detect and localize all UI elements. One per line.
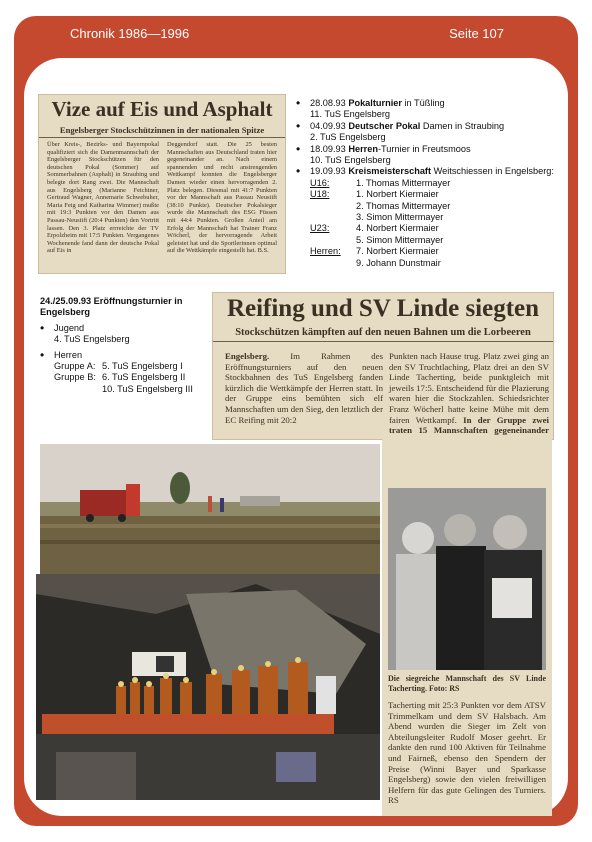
clipping-subhead: Stockschützen kämpften auf den neuen Bahnen um die Lorbeeren [213,327,553,342]
result-item: • 19.09.93 Kreismeisterschaft Weitschiessen in Engelsberg: [296,166,566,177]
placing-row: 3. Simon Mittermayer [356,212,444,223]
opening-tournament [40,296,210,395]
clipping-headline: Reifing und SV Linde siegten [226,295,540,322]
placing-row: U18: 1. Norbert Kiermaier [310,189,439,200]
clipping-body: Tacherting mit 25:3 Punkten vor dem ATSV Trimmelkam und dem SV Halsbach. Am Abend wurden die Sieger im Zelt von Abteilungsleiter Rudolf Moser geehrt. Er dankte den rund 100 Aktiven für Teilnahme und Fairneß, ebenso den Spendern der Preise (Winni Bayer und Sparkasse Engelsberg) sowie den vielen freiwilligen Helfern für das gute Gelingen des Turniers. RS [388,700,546,806]
result-placing: 10. TuS Engelsberg [310,155,391,166]
group-b-row-2: 10. TuS Engelsberg III [102,383,193,394]
photo-caption: Die siegreiche Mannschaft des SV Linde Tacherting. Foto: RS [388,674,546,693]
group-b-row: Gruppe B: 6. TuS Engelsberg II [54,372,186,383]
opening-tournament-title: 24./25.09.93 Eröffnungsturnier in Engelsberg [40,296,183,318]
placing-row: 5. Simon Mittermayer [356,234,444,245]
result-placing: 11. TuS Engelsberg [310,109,391,120]
team-photo [388,488,546,670]
jugend-result: 4. TuS Engelsberg [54,334,130,345]
results-list [296,98,566,269]
clipping-column-1: Über Kreis-, Bezirks- und Bayernpokal qualifiziert sich die Damenmannschaft der Engelsberger Stockschützen für den deutschen Pokal (Sommer) auf Sommerbahnen (Asphalt) in Straubing und belegte dort Rang zwei. Die Mannschaft aus Engelsberg (Marianne Feichtner, Gertraud Wagner, Annemarie Schwebuher, Maria Feig und Katharina Wimmer) mußte mit 19:3 Punkten vor den Damen aus Passau-Neustift (20:4 Punkten) den Vortritt lassen. Den 3. Platz errreichte der TV Erpolzheim mit 17:5 Punkten. Vergangenes Wochenende fand dann der deutsche Pokal auf Eis in [47,141,159,255]
placing-row: 9. Johann Dunstmair [356,257,441,268]
clipping-subhead: Engelsberger Stockschützinnen in der nationalen Spitze [39,125,285,138]
jugend-label: • Jugend [40,323,210,334]
placing-row: U16: 1. Thomas Mittermayer [310,177,451,188]
placing-row: Herren: 7. Norbert Kiermaier [310,246,439,257]
field-photo [40,444,380,574]
newspaper-clipping-photo [382,438,552,816]
newspaper-clipping-vize [38,94,286,274]
result-item: • 28.08.93 Pokalturnier in Tüßling [296,98,566,109]
chronicle-title: Chronik 1986—1996 [70,26,190,41]
herren-label: • Herren [40,350,210,361]
result-item: • 18.09.93 Herren-Turnier in Freutsmoos [296,144,566,155]
newspaper-clipping-reifing [212,292,554,440]
clipping-column-1: Engelsberg. Im Rahmen des Eröffnungsturniers auf den neuen Stockbahnen des TuS Engelsberg fanden kürzlich die Wettkämpfe der Herren statt. In der Gruppe eins bemühten sich elf Mannschaften um den Sieg, den letztlich der EC Reifing mit 20:2 [225,351,383,425]
trophy-tent-photo [36,574,380,800]
clipping-headline: Vize auf Eis und Asphalt [51,97,273,121]
page-number: Seite 107 [449,26,504,41]
group-a-row: Gruppe A: 5. TuS Engelsberg I [54,361,183,372]
placing-row: U23: 4. Norbert Kiermaier [310,223,439,234]
clipping-column-2: Deggendorf statt. Die 25 besten Mannschaften aus Deutschland traten hier gegeneinander an. Nach einem spannenden und recht anstrengenden Wettkampf konnten die Engelsberger Damen wieder einen hervorragenden 2. Platz belegen. Diesmal mit 41:7 Punkten vor der Mannschaft aus Passau Neustift (38:10 Punkte). Deutscher Pokalsieger wurde die Mannschaft des ESG Füssen mit 44:4 Punkten. Großen Anteil am Erfolg der Mannschaft hat Trainer Franz Wöcherl, der hervorragende Arbeit geleistet hat und die Sportlerinnen optimal auf die Wettkämpfe eingestellt hat. B.S. [167,141,277,255]
placing-row: 2. Thomas Mittermayer [356,200,451,211]
result-item: • 04.09.93 Deutscher Pokal Damen in Straubing [296,121,566,132]
result-placing: 2. TuS Engelsberg [310,132,386,143]
clipping-column-2: Punkten nach Hause trug. Platz zwei ging an den SV Truchtlaching, Platz drei an den SV Linde Tacherting, beide punktgleich mit jeweils 17:5. Entscheidend für die Plazierung waren hier die Stockzahlen. Schiedsrichter Franz Wöcherl hatte keine Mühe mit dem fairen Wettkampf. In der Gruppe zwei traten 15 Mannschaften gegeneinander [389,351,549,436]
